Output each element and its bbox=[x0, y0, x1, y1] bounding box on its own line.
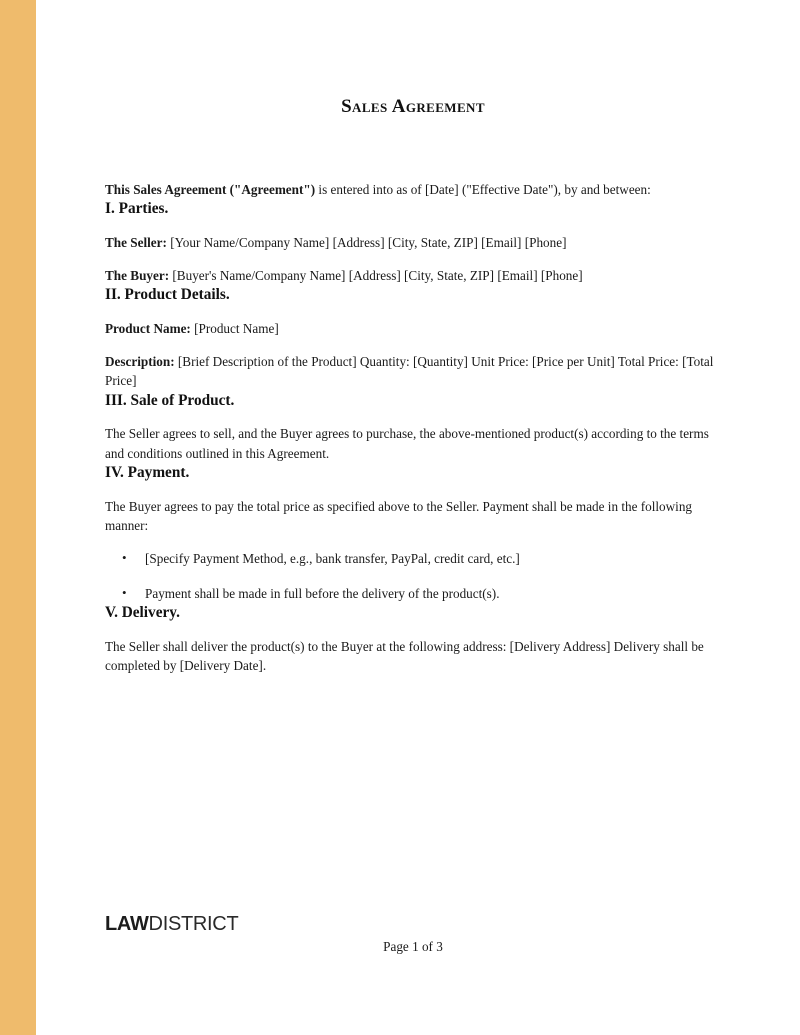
logo-primary-text: LAW bbox=[105, 913, 149, 935]
section-heading-delivery: V. Delivery. bbox=[105, 604, 180, 622]
buyer-value: [Buyer's Name/Company Name] [Address] [City, State, ZIP] [Email] [Phone] bbox=[169, 268, 583, 284]
list-item: • Payment shall be made in full before the delivery of the product(s). bbox=[105, 584, 721, 603]
product-name-label: Product Name: bbox=[105, 321, 191, 337]
delivery-text: The Seller shall deliver the product(s) to the Buyer at the following address: [Delivery Address] Delivery shall be completed by [Delivery Date]. bbox=[105, 639, 704, 674]
logo-secondary-text: DISTRICT bbox=[148, 913, 239, 935]
seller-value: [Your Name/Company Name] [Address] [City, State, ZIP] [Email] [Phone] bbox=[166, 235, 567, 251]
list-item: • [Specify Payment Method, e.g., bank transfer, PayPal, credit card, etc.] bbox=[105, 549, 721, 584]
intro-lead: This Sales Agreement ("Agreement") bbox=[105, 182, 316, 197]
intro-paragraph bbox=[105, 118, 721, 199]
payment-intro-text: The Buyer agrees to pay the total price as specified above to the Seller. Payment shall be made in the following manner: bbox=[105, 498, 693, 533]
description-value: [Brief Description of the Product] Quantity: [Quantity] Unit Price: [Price per Unit] Total Price: [Total Price] bbox=[105, 354, 714, 389]
buyer-line bbox=[105, 252, 721, 285]
section-heading-sale-of-product: III. Sale of Product. bbox=[105, 391, 235, 409]
section-heading-parties: I. Parties. bbox=[105, 200, 169, 218]
payment-bullet-list bbox=[105, 535, 721, 603]
description-label: Description: bbox=[105, 354, 175, 370]
buyer-label: The Buyer: bbox=[105, 268, 170, 284]
section-heading-product-details: II. Product Details. bbox=[105, 286, 230, 304]
seller-line bbox=[105, 219, 721, 252]
lawdistrict-logo bbox=[105, 913, 238, 936]
document-content bbox=[105, 0, 721, 1035]
intro-rest: is entered into as of [Date] ("Effective Date"), by and between: bbox=[315, 182, 651, 197]
seller-label: The Seller: bbox=[105, 235, 167, 251]
accent-side-stripe bbox=[0, 0, 36, 1035]
product-name-line bbox=[105, 305, 721, 338]
product-description-line bbox=[105, 338, 721, 390]
sale-of-product-text: The Seller agrees to sell, and the Buyer agrees to purchase, the above-mentioned product(s) according to the terms and conditions outlined in this Agreement. bbox=[105, 426, 709, 461]
section-heading-payment: IV. Payment. bbox=[105, 463, 190, 481]
page-title: Sales Agreement bbox=[341, 96, 485, 117]
product-name-value: [Product Name] bbox=[190, 321, 279, 337]
page-number: Page 1 of 3 bbox=[383, 939, 443, 954]
